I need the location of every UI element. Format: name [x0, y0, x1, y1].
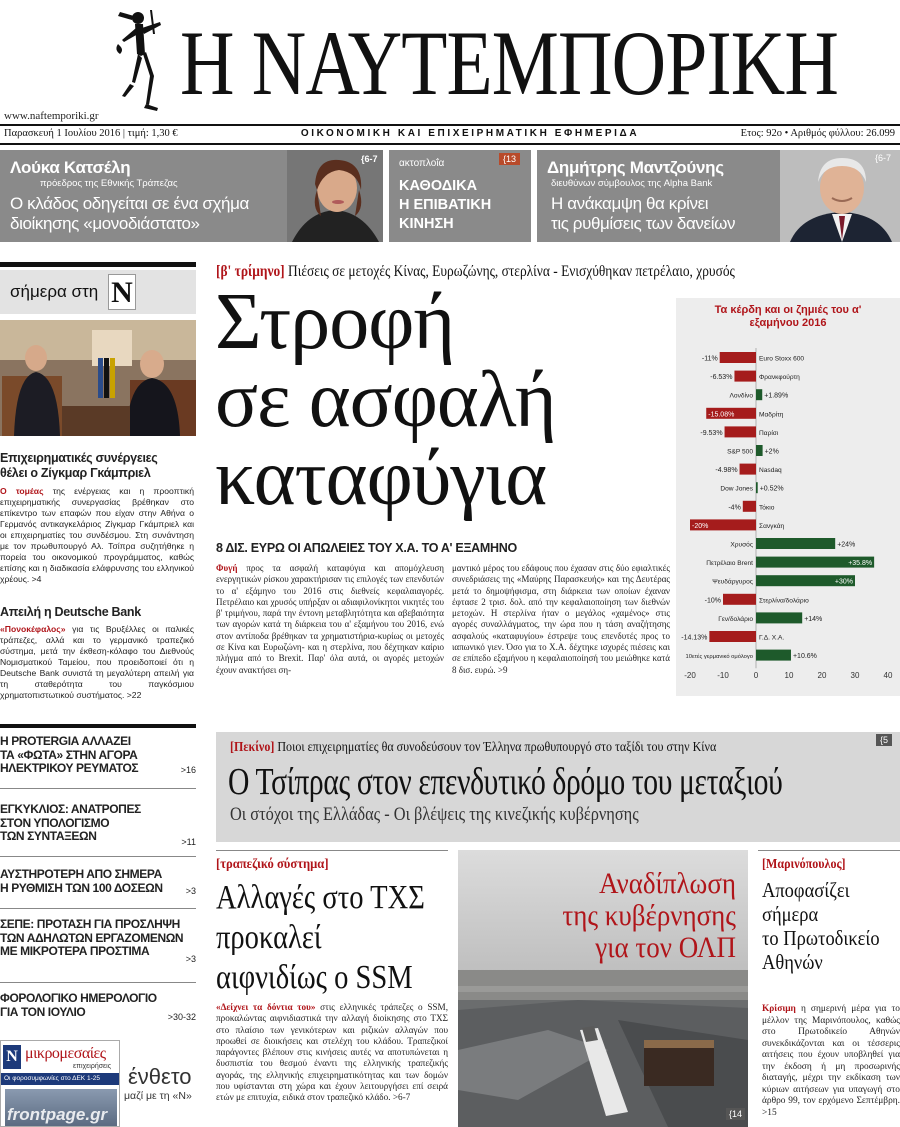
main-body-col1-text: προς τα ασφαλή καταφύγια και απομόχλευση ενεργητικών ρίσκου χαρακτήρισαν τις επιλογές των επενδυτών το α' εξάμηνο του 2016 στις διεθνείς κεφαλαιαγορές. Πετρέλαιο και χρυσός υπήρξαν οι αδιαφιλονίκητοι νικητές του β' τριμήνου, παρά την έντονη μεταβλητότητα και αβεβαιότητα των αγορών κατά τη διάρκεια του α' εξαμήνου του 2016, ενώ στον αντίποδα βρέθηκαν τα χρηματιστήρια-κυρίως οι μετοχές σε Κίνα και Ευρωζώνη- και η στερλίνα, που δέχτηκαν καίριο πλήγμα από το Brexit. Παρ' όλα αυτά, οι αγορές μετοχών έχουν ανακτήσει ση- — [216, 563, 444, 675]
news-item-line: ΑΥΣΤΗΡΟΤΕΡΗ ΑΠΟ ΣΗΜΕΡΑ — [0, 867, 162, 881]
main-body-col2-text: μαντικό μέρος του εδάφους που έχασαν στις δύο εφιαλτικές συνεδριάσεις της «Μαύρης Παρασκευής» και της Δευτέρας μετά το δημοψήφισμα, στη διάρκεια των οποίων έχαναν έφτασε 2 τρισ. δολ. από την κεφαλαιοποίηση των διεθνών μετοχών. Η στερλίνα ήταν ο μεγάλος «χαμένος» στις αγορές συναλλάγματος, την ώρα που η τάση αναζήτησης ασφαλούς «καταφυγίου» έστρεψε τους επενδυτές προς το ιαπωνικό γιεν. Όσο για το Χ.Α. δέχτηκε ισχυρές πιέσεις και σε επίπεδο εξαμήνου η κεφαλαιοποίησή του μειώθηκε κατά 8 δισ. ευρώ. >9 — [452, 563, 670, 675]
marino-headline-2[interactable]: σήμερα — [762, 902, 819, 926]
news-item-line: ΗΛΕΚΤΡΙΚΟΥ ΡΕΥΜΑΤΟΣ — [0, 761, 139, 775]
main-body-col1 — [216, 563, 444, 705]
marino-body-lead: Κρίσιμη — [762, 1004, 796, 1014]
today-in-n-box[interactable] — [0, 270, 196, 314]
banner-page-ref[interactable]: {6-7 — [361, 154, 378, 164]
mantzounis-portrait — [780, 150, 900, 242]
chart-tick-label: 40 — [883, 671, 893, 681]
banner-mantzounis[interactable] — [537, 150, 900, 242]
main-headline-2[interactable]: σε ασφαλή — [215, 356, 556, 444]
pekino-kicker-line — [230, 740, 716, 756]
chart-category-label: Nasdaq — [759, 467, 782, 475]
news-item[interactable] — [0, 918, 196, 966]
chart-category-label: Γ.Δ. Χ.Α. — [759, 634, 785, 642]
chart-bar — [725, 426, 756, 437]
insert-logo: μικρομεσαίες — [25, 1045, 106, 1062]
olp-headline-3[interactable]: για τον ΟΛΠ — [595, 931, 736, 964]
story-deutsche-body: για τις Βρυξέλλες οι ιταλικές τράπεζες, αλλά και το γερμανικό τραπεζικό σύστημα, μετά την έκθεση-κόλαφο του Διεθνούς Νομισματικού Ταμείου, που προειδοποιεί ότι η Deutsche Bank συνιστά τη μεγαλύτερη απειλή για τη σταθερότητα του παγκόσμιου χρηματοπιστωτικού συστήματος. >22 — [0, 624, 194, 700]
insert-box[interactable] — [0, 1040, 196, 1127]
banner-headline-line2: Η ΕΠΙΒΑΤΙΚΗ — [399, 197, 492, 213]
divider — [0, 856, 196, 857]
chart-bar — [756, 650, 791, 661]
masthead-issue: Ετος: 92ο • Αριθμός φύλλου: 26.099 — [740, 128, 895, 139]
banner-person-name: Δημήτρης Μαντζούνης — [547, 158, 724, 177]
masthead-rule-bottom — [0, 143, 900, 145]
banner-person-name: Λούκα Κατσέλη — [10, 158, 131, 177]
chart-data-label: -4% — [728, 504, 741, 512]
banner-aktoploia[interactable] — [389, 150, 531, 242]
bank-body — [216, 1002, 448, 1127]
chart-title: Τα κέρδη και οι ζημιές του α' εξαμήνου 2016 — [714, 304, 862, 329]
banner-headline-line1: Ο κλάδος οδηγείται σε ένα σχήμα — [10, 194, 249, 213]
chart-tick-label: 30 — [850, 671, 860, 681]
bank-body-text: στις ελληνικές τράπεζες ο SSM, προκαλώντας αιφνιδιαστικά την αλλαγή διοίκησης στο ΤΧΣ στο πλαίσιο των γενικότερων και ριζικών αλλαγών που προωθεί σε διοικήσεις και στελέχη του κλάδου. Τραπεζικοί παράγοντες βλέπουν στις κινήσεις αυτές να αποτυπώνεται η δυσπιστία του θεσμού έναντι της ελληνικής τραπεζικής αγοράς, της ελληνικής επιχειρηματικότητας και των δομών που υφίστανται στη χώρα και έχουν λειτουργήσει επί σειρά ετών με επιτυχία, ειδικά στον τραπεζικό κλάδο. >6-7 — [216, 1002, 448, 1103]
story-gabriel-title-2[interactable]: θέλει ο Ζίγκμαρ Γκάμπριελ — [0, 466, 151, 480]
news-item-line: Η ΡΥΘΜΙΣΗ ΤΩΝ 100 ΔΟΣΕΩΝ — [0, 880, 163, 895]
divider — [0, 908, 196, 909]
story-gabriel-lead: Ο τομέας — [0, 486, 44, 496]
news-item-line: Η PROTERGIA ΑΛΛΑΖΕΙ — [0, 734, 131, 748]
bank-top-rule — [216, 850, 448, 851]
main-kicker: [β' τρίμηνο] — [216, 263, 285, 280]
news-item-page-ref[interactable]: >16 — [180, 765, 196, 775]
marino-kicker: [Μαρινόπουλος] — [762, 857, 846, 872]
news-item-line: ΣΤΟΝ ΥΠΟΛΟΓΙΣΜΟ — [0, 815, 110, 830]
chart-tick-label: 10 — [784, 671, 794, 681]
masthead-title: Η ΝΑΥΤΕΜΠΟΡΙΚΗ — [180, 12, 839, 114]
masthead-rule-top — [0, 124, 900, 126]
divider — [0, 788, 196, 789]
pekino-page-ref[interactable]: {5 — [876, 734, 892, 746]
chart-data-label: +2% — [764, 448, 779, 456]
chart-data-label: -11% — [701, 355, 718, 363]
masthead-url[interactable]: www.naftemporiki.gr — [4, 110, 99, 122]
main-headline-3[interactable]: καταφύγια — [215, 434, 547, 522]
pekino-banner[interactable] — [216, 732, 900, 842]
chart-tick-label: 0 — [753, 671, 759, 681]
bank-headline-2[interactable]: προκαλεί — [216, 919, 322, 956]
today-label: σήμερα στη — [10, 282, 99, 301]
chart-bar — [756, 482, 758, 493]
story-gabriel-text — [0, 486, 194, 591]
bank-kicker: [τραπεζικό σύστημα] — [216, 857, 329, 872]
insert-cover — [0, 1040, 120, 1127]
marino-top-rule — [758, 850, 900, 851]
chart-category-label: Φρανκφούρτη — [759, 374, 800, 382]
news-item-line: ΜΕ ΜΙΚΡΟΤΕΡΑ ΠΡΟΣΤΙΜΑ — [0, 944, 150, 958]
banner-headline-line1: Η ανάκαμψη θα κρίνει — [551, 194, 709, 213]
chart-bar — [709, 631, 756, 642]
insert-logo-sub: επιχειρήσεις — [73, 1063, 112, 1070]
banner-page-ref[interactable]: {6-7 — [875, 153, 892, 163]
chart-bar — [740, 464, 756, 475]
chart-category-label: Πετρέλαιο Brent — [706, 560, 753, 568]
chart-data-label: +1.89% — [764, 392, 789, 400]
chart-category-label: Ψευδάργυρος — [712, 578, 753, 586]
bank-body-lead: «Δείχνει τα δόντια του» — [216, 1002, 316, 1012]
chart-bar — [723, 594, 756, 605]
chart-data-label: +0.52% — [759, 485, 784, 493]
insert-subtitle: μαζί με τη «Ν» — [124, 1090, 192, 1102]
news-item-line: ΣΕΠΕ: ΠΡΟΤΑΣΗ ΓΙΑ ΠΡΟΣΛΗΨΗ — [0, 917, 180, 931]
chart-category-label: Euro Stoxx 600 — [759, 355, 805, 363]
chart-data-label: +30% — [834, 578, 853, 586]
olp-headline-2[interactable]: της κυβέρνησης — [562, 899, 736, 932]
main-subhead: 8 ΔΙΣ. ΕΥΡΩ ΟΙ ΑΠΩΛΕΙΕΣ ΤΟΥ Χ.Α. ΤΟ Α' ΕΞΑΜΗΝΟ — [216, 541, 517, 555]
chart-data-label: -14.13% — [681, 634, 708, 642]
chart-category-label: Γεν/δολάριο — [718, 615, 753, 623]
chart-data-label: -20% — [692, 522, 709, 530]
news-item-page-ref[interactable]: >3 — [185, 886, 196, 896]
marino-body — [762, 1004, 900, 1127]
chart-data-label: +14% — [804, 615, 823, 623]
chart-data-label: +35.8% — [848, 560, 873, 568]
chart-category-label: S&P 500 — [727, 448, 753, 456]
chart-tick-label: -20 — [684, 671, 696, 681]
news-item-page-ref[interactable]: >3 — [185, 954, 196, 964]
chart-category-label: 10ετές γερμανικό ομόλογο — [685, 654, 753, 661]
chart-bar — [756, 612, 802, 623]
marino-headline-1[interactable]: Αποφασίζει — [762, 878, 850, 902]
chart-data-label: -6.53% — [710, 374, 733, 382]
chart-bar — [756, 538, 835, 549]
marino-body-text: η σημερινή μέρα για το μέλλον της Μαρινόπουλος, καθώς στο Πρωτοδικείο Αθηνών συνεκδικάζονται και οι τέσσερις αιτήσεις που έχουν υποβληθεί για την έκδοση ή μη προσωρινής διαταγής, μέχρι την εκδίκαση των κύριων αιτήσεων για υπαγωγή στο άρθρο 99, τον ερχόμενο Σεπτέμβρη. >15 — [762, 1004, 900, 1118]
news-item[interactable] — [0, 868, 196, 902]
news-item[interactable] — [0, 803, 196, 851]
pekino-headline[interactable]: Ο Τσίπρας στον επενδυτικό δρόμο του μεταξιού — [228, 761, 783, 803]
banner-katseli[interactable] — [0, 150, 383, 242]
chart-bar — [743, 501, 756, 512]
chart-box — [676, 298, 900, 696]
pekino-subheadline: Οι στόχοι της Ελλάδας - Οι βλέψεις της κινεζικής κυβέρνησης — [230, 804, 639, 825]
insert-n-logo: N — [3, 1045, 21, 1069]
news-item-page-ref[interactable]: >11 — [181, 837, 196, 847]
today-logo: N — [108, 274, 136, 310]
gains-losses-chart — [676, 298, 900, 696]
news-item-line: ΤΩΝ ΣΥΝΤΑΞΕΩΝ — [0, 829, 97, 843]
news-item-line: ΦΟΡΟΛΟΓΙΚΟ ΗΜΕΡΟΛΟΓΙΟ — [0, 991, 157, 1005]
story-deutsche-text — [0, 624, 194, 720]
insert-strip: Οι φοροσυμφωνίες στο ΔΕΚ 1-25 — [1, 1073, 120, 1085]
main-deck: Πιέσεις σε μετοχές Κίνας, Ευρωζώνης, στερλίνα - Ενισχύθηκαν πετρέλαιο, χρυσός — [288, 263, 735, 280]
insert-watermark: frontpage.gr — [7, 1105, 108, 1124]
chart-bar — [756, 389, 762, 400]
banner-headline-line3: ΚΙΝΗΣΗ — [399, 216, 454, 232]
news-item-page-ref[interactable]: >30-32 — [167, 1012, 196, 1022]
banner-headline-line1: ΚΑΘΟΔΙΚΑ — [399, 178, 478, 194]
gabriel-photo — [0, 320, 196, 436]
olp-page-ref[interactable]: {14 — [726, 1108, 745, 1120]
news-item[interactable] — [0, 992, 196, 1026]
banner-person-role: διευθύνων σύμβουλος της Alpha Bank — [551, 178, 713, 189]
marino-headline-4[interactable]: Αθηνών — [762, 950, 823, 974]
chart-bar — [756, 445, 763, 456]
main-body-lead: Φυγή — [216, 563, 238, 573]
chart-data-label: +24% — [837, 541, 856, 549]
chart-bar — [720, 352, 756, 363]
chart-tick-label: -10 — [717, 671, 729, 681]
chart-data-label: +10.6% — [792, 653, 817, 661]
chart-category-label: Μαδρίτη — [759, 411, 784, 419]
news-item-line: ΓΙΑ ΤΟΝ ΙΟΥΛΙΟ — [0, 1004, 86, 1019]
bank-headline-3[interactable]: αιφνιδίως ο SSM — [216, 959, 413, 996]
sidebar-divider — [0, 724, 196, 728]
banner-headline-line2: διοίκησης «μονοδιάστατο» — [10, 214, 200, 233]
masthead-subtitle: ΟΙΚΟΝΟΜΙΚΗ ΚΑΙ ΕΠΙΧΕΙΡΗΜΑΤΙΚΗ ΕΦΗΜΕΡΙΔΑ — [300, 128, 640, 139]
banner-page-ref[interactable]: {13 — [499, 153, 520, 165]
chart-data-label: -9.53% — [700, 429, 723, 437]
masthead-date-price: Παρασκευή 1 Ιουλίου 2016 | τιμή: 1,30 € — [4, 128, 178, 139]
chart-category-label: Χρυσός — [730, 541, 753, 549]
pekino-kicker: [Πεκίνο] — [230, 740, 275, 755]
news-item-line: ΤΩΝ ΑΔΗΛΩΤΩΝ ΕΡΓΑΖΟΜΕΝΩΝ — [0, 930, 184, 945]
chart-category-label: Στερλίνα/δολάριο — [759, 597, 809, 605]
insert-title: ένθετο — [128, 1064, 192, 1089]
chart-category-label: Σανγκάη — [759, 522, 785, 530]
main-body-col2 — [452, 563, 670, 705]
olp-port-photo[interactable] — [458, 850, 748, 1127]
chart-data-label: -15.08% — [708, 411, 735, 419]
marino-headline-3[interactable]: το Πρωτοδικείο — [762, 926, 880, 950]
story-deutsche-lead: «Πονοκέφαλος» — [0, 624, 66, 634]
chart-category-label: Dow Jones — [720, 485, 753, 493]
divider — [0, 982, 196, 983]
chart-category-label: Τόκιο — [759, 504, 775, 512]
banner-section-label: ακτοπλοΐα — [399, 158, 445, 169]
chart-tick-label: 20 — [817, 671, 827, 681]
main-headline-1[interactable]: Στροφή — [215, 278, 455, 366]
story-deutsche-title[interactable]: Απειλή η Deutsche Bank — [0, 605, 141, 619]
chart-bar — [734, 371, 756, 382]
chart-category-label: Λονδίνο — [729, 392, 753, 400]
banner-person-role: πρόεδρος της Εθνικής Τράπεζας — [40, 178, 178, 189]
pekino-deck: Ποιοι επιχειρηματίες θα συνοδεύσουν τον Έλληνα πρωθυπουργό στο ταξίδι του στην Κίνα — [277, 740, 717, 755]
story-gabriel-body: της ενέργειας και η προοπτική επιχειρηματικής συνεργασίας βρέθηκαν στο επίκεντρο των επαφών που είχαν στην Αθήνα ο Γερμανός αντικαγκελάριος Ζίγκμαρ Γκάμπριελ και οι επιχειρηματίες του συνδέσμου. Στη συνάντηση με τον πρωθυπουργό Αλ. Τσίπρα συζητήθηκε η πορεία του οικονομικού προγράμματος, καθώς επίσης και η διαδικασία ελάφρυνσης του ελληνικού χρέους. >4 — [0, 486, 194, 584]
chart-data-label: -4.98% — [715, 467, 738, 475]
chart-data-label: -10% — [704, 597, 721, 605]
news-item[interactable] — [0, 735, 196, 783]
news-item-line: ΕΓΚΥΚΛΙΟΣ: ΑΝΑΤΡΟΠΕΣ — [0, 802, 141, 816]
hermes-logo — [108, 4, 168, 114]
olp-headline-1[interactable]: Αναδίπλωση — [598, 867, 736, 900]
news-item-line: ΤΑ «ΦΩΤΑ» ΣΤΗΝ ΑΓΟΡΑ — [0, 747, 138, 762]
sidebar-top-rule — [0, 262, 196, 267]
chart-category-label: Παρίσι — [759, 429, 779, 437]
banner-headline-line2: τις ρυθμίσεις των δανείων — [551, 214, 736, 233]
story-gabriel-title-1[interactable]: Επιχειρηματικές συνέργειες — [0, 451, 158, 465]
bank-headline-1[interactable]: Αλλαγές στο ΤΧΣ — [216, 879, 425, 916]
